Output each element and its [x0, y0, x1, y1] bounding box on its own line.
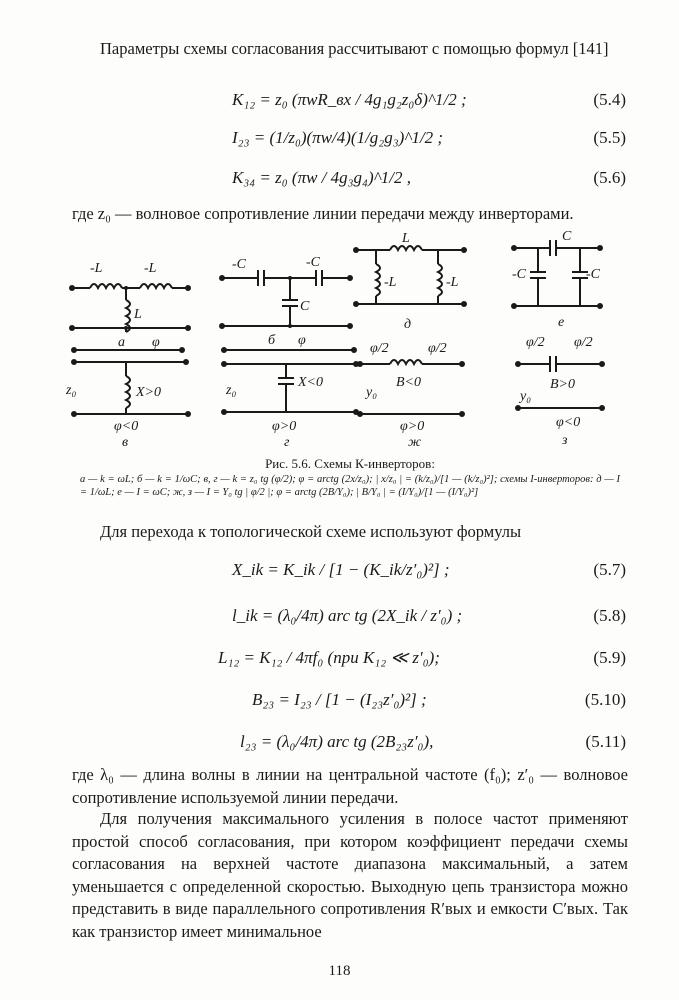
label-zh-B: B<0: [396, 375, 421, 390]
formula-expression: L₁₂ = K₁₂ / 4πf₀ (при K₁₂ ≪ z′₀);: [218, 648, 440, 667]
label-g-phi: φ>0: [272, 419, 297, 434]
label-a-minus-L-right: -L: [144, 261, 157, 276]
label-e-C: C: [562, 229, 572, 244]
inductor-minus-L-left: [90, 284, 122, 288]
circuit-b: [222, 270, 350, 326]
label-b-C: C: [300, 299, 310, 314]
formula-expression: X_ik = K_ik / [1 − (K_ik/z′₀)²] ;: [232, 560, 450, 579]
label-d-L: L: [402, 231, 410, 246]
formula-5-9: [72, 640, 628, 674]
formula-5-11: [72, 724, 628, 758]
label-g-X: X<0: [298, 375, 323, 390]
formula-number: (5.9): [593, 648, 626, 667]
formula-expression: K₃₄ = z₀ (πw / 4g₃g₄)^1/2 ,: [232, 168, 412, 187]
label-zh: ж: [408, 435, 422, 450]
circuit-v: [74, 350, 188, 414]
figure-caption-title: Рис. 5.6. Схемы К-инверторов:: [265, 456, 435, 471]
label-g-z0: z₀: [226, 383, 237, 398]
circuit-g: [224, 350, 356, 412]
circuit-a: [72, 284, 188, 332]
label-zh-phi-half-right: φ/2: [428, 341, 447, 356]
where-lambda-paragraph: где λ₀ — длина волны в линии на центральной частоте (f₀); z′₀ — волновое сопротивление используемой линии передачи.: [72, 765, 628, 807]
label-z-phi-half-right: φ/2: [574, 335, 593, 350]
label-d: д: [404, 317, 412, 332]
formula-number: (5.5): [593, 128, 626, 147]
formula-5-6: [72, 160, 628, 194]
page-number: 118: [328, 963, 351, 979]
formula-expression: l_ik = (λ₀/4π) arc tg (2X_ik / z′₀) ;: [232, 606, 463, 625]
label-z-phi: φ<0: [556, 415, 581, 430]
formula-expression: B₂₃ = I₂₃ / [1 − (I₂₃z′₀)²] ;: [252, 690, 427, 709]
formula-5-5: [72, 120, 628, 154]
inductor-minus-L-right: [140, 284, 172, 288]
formula-5-8: [72, 598, 628, 632]
label-zh-phi-half-left: φ/2: [370, 341, 389, 356]
label-v: в: [122, 435, 129, 450]
label-zh-y0: y₀: [366, 385, 378, 400]
label-e-minus-C-left: -C: [512, 267, 526, 282]
formula-number: (5.7): [593, 560, 626, 579]
label-a-minus-L-left: -L: [90, 261, 103, 276]
label-b-phi: φ: [298, 333, 306, 348]
label-v-z0: z₀: [66, 383, 77, 398]
topology-intro: Для перехода к топологической схеме используют формулы: [100, 522, 522, 541]
intro-paragraph: Параметры схемы согласования рассчитывают с помощью формул [141]: [100, 39, 609, 58]
formula-number: (5.6): [593, 168, 626, 187]
formula-number: (5.11): [585, 732, 626, 751]
label-e: е: [558, 315, 565, 330]
where-z0-paragraph: где z₀ — волновое сопротивление линии передачи между инверторами.: [72, 204, 574, 223]
label-v-X: X>0: [136, 385, 161, 400]
formula-number: (5.8): [593, 606, 626, 625]
label-g: г: [284, 435, 290, 450]
label-a: а: [118, 335, 125, 350]
formula-expression: K₁₂ = z₀ (πwR_вх / 4g₁g₂z₀δ)^1/2 ;: [232, 90, 467, 109]
label-zh-phi: φ>0: [400, 419, 425, 434]
label-z-y0: y₀: [520, 389, 532, 404]
formula-5-4: [72, 82, 628, 116]
label-b-minus-C-right: -C: [306, 255, 320, 270]
label-z-B: B>0: [550, 377, 575, 392]
label-v-phi: φ<0: [114, 419, 139, 434]
label-a-phi: φ: [152, 335, 160, 350]
label-b: б: [268, 333, 276, 348]
formula-expression: I₂₃ = (1/z₀)(πw/4)(1/g₂g₃)^1/2 ;: [232, 128, 444, 147]
formula-number: (5.10): [584, 690, 626, 709]
final-paragraph: Для получения максимального усиления в полосе частот применяют простой способ согласования, при котором коэффициент передачи схемы согласования на верхней частоте диапазона максимальный, а затем уменьшается с определенной скоростью. Выходную цепь транзистора можно представить в виде параллельного сопротивления R′вых и емкости C′вых. Так как транзистор имеет минимальное: [72, 809, 628, 941]
label-d-minus-L-left: -L: [384, 275, 397, 290]
formula-expression: l₂₃ = (λ₀/4π) arc tg (2B₂₃z′₀),: [240, 732, 434, 751]
label-e-minus-C-right: -C: [586, 267, 600, 282]
formula-number: (5.4): [593, 90, 626, 109]
formula-5-7: [72, 552, 628, 586]
label-z-phi-half-left: φ/2: [526, 335, 545, 350]
k-inverter-figure: [60, 228, 620, 450]
label-d-minus-L-right: -L: [446, 275, 459, 290]
label-b-minus-C-left: -C: [232, 257, 246, 272]
formula-5-10: [72, 682, 628, 716]
label-z: з: [562, 433, 568, 448]
label-a-L: L: [134, 307, 142, 322]
figure-caption-body: а — k = ωL; б — k = 1/ωC; в, г — k = z₀ tg (φ/2); φ = arctg (2x/z₀); | x/z₀ | = (k/z₀)/[1 — (k/z₀)²]; схемы I-инверторов: д — I = 1/ωL; е — I = ωC; ж, з — I = Y₀ tg | φ/2 |; φ = arctg (2B/Y₀); | B/Y₀ | = (I/Y₀)/[1 — (I/Y₀)²]: [80, 474, 620, 498]
